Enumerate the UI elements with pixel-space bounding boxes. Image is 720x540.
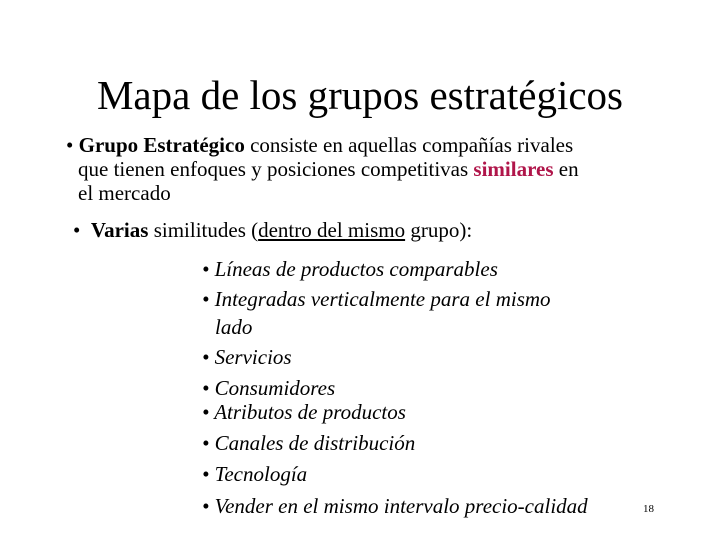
bullet-marker: • bbox=[66, 133, 74, 157]
bullet1-text3: en bbox=[553, 157, 579, 181]
bullet1-bold-term: Grupo Estratégico bbox=[78, 133, 245, 157]
sub-item-vender: • Vender en el mismo intervalo precio-calidad bbox=[202, 494, 588, 518]
sub-item-tecnologia: • Tecnología bbox=[202, 462, 308, 486]
bullet1-highlight: similares bbox=[473, 157, 554, 181]
bullet2-bold-term: Varias bbox=[90, 218, 149, 242]
bullet1-line3: el mercado bbox=[78, 181, 171, 205]
bullet2-text1: similitudes ( bbox=[148, 218, 259, 242]
sub-item-consumidores: • Consumidores bbox=[202, 376, 336, 400]
bullet-varias-similitudes bbox=[73, 218, 472, 242]
slide-title: Mapa de los grupos estratégicos bbox=[96, 72, 624, 118]
sub-item-servicios: • Servicios bbox=[202, 345, 292, 369]
bullet1-text1: consiste en aquellas compañías rivales bbox=[244, 133, 574, 157]
slide-number: 18 bbox=[643, 503, 654, 515]
bullet1-line2 bbox=[66, 157, 579, 181]
sub-item-canales: • Canales de distribución bbox=[202, 431, 416, 455]
sub-item-integradas-continuation: lado bbox=[215, 315, 253, 339]
bullet-marker: • bbox=[73, 218, 81, 242]
sub-item-lineas-productos: • Líneas de productos comparables bbox=[202, 257, 498, 281]
sub-item-atributos: • Atributos de productos bbox=[202, 400, 406, 424]
bullet2-underlined: dentro del mismo bbox=[258, 218, 406, 242]
bullet1-text2: que tienen enfoques y posiciones competitivas bbox=[78, 157, 474, 181]
bullet2-text2: grupo): bbox=[405, 218, 473, 242]
bullet-grupo-estrategico bbox=[66, 133, 579, 205]
bullet1-line1 bbox=[66, 133, 579, 157]
sub-item-integradas: • Integradas verticalmente para el mismo bbox=[202, 287, 551, 311]
